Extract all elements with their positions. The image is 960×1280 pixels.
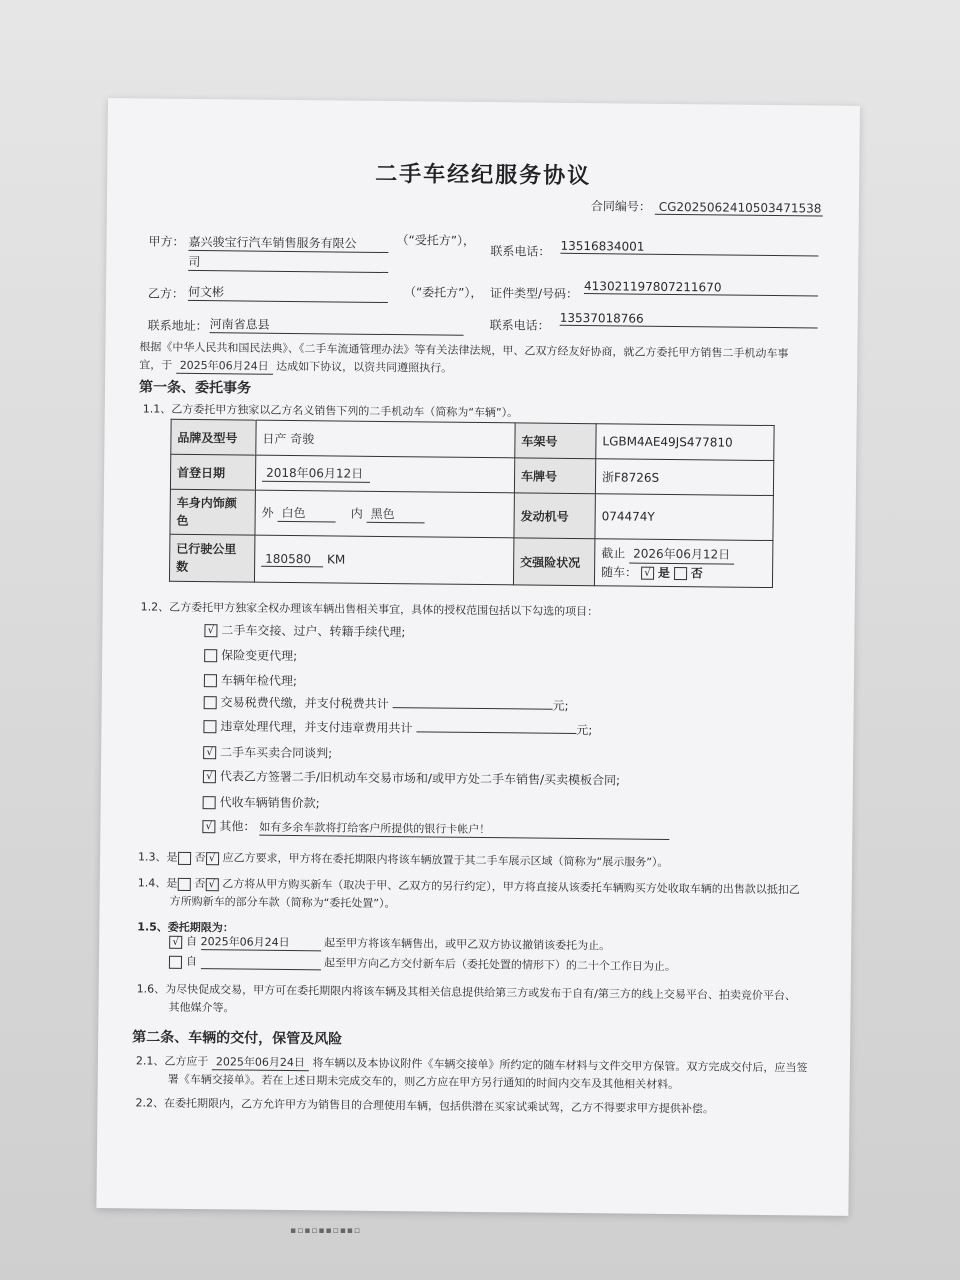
- exterior-color: 白色: [277, 504, 335, 523]
- table-row: [169, 534, 772, 587]
- insurance-yes-checkbox[interactable]: √: [641, 566, 654, 579]
- newcar-no-checkbox[interactable]: √: [205, 878, 218, 891]
- clause-1-4: 1.4、是 否 √ 乙方将从甲方购买新车（取决于甲、乙双方的另行约定），甲方将直接从该委托车辆购买方处收取车辆的出售款以抵扣乙: [137, 876, 800, 897]
- option-checkbox[interactable]: [203, 720, 216, 733]
- display-yes-checkbox[interactable]: [178, 851, 191, 864]
- clause-1-1: 1.1、乙方委托甲方独家以乙方名义销售下列的二手机动车（简称为“车辆”）。: [142, 402, 519, 420]
- option-checkbox[interactable]: √: [203, 746, 216, 759]
- clause-1-5-title: 1.5、委托期限为：: [137, 920, 234, 935]
- term-option-1: √ 自 2025年06月24日 起至甲方将该车辆售出，或甲乙双方协议撤销该委托为止。: [169, 933, 610, 955]
- option-sign-contract: √ 代表乙方签署二手/旧机动车交易市场和/或甲方处二手车销售/买卖模板合同;: [203, 767, 620, 788]
- mileage-label: 已行驶公里 数: [169, 534, 254, 582]
- engine-label: 发动机号: [514, 493, 595, 539]
- party-a-name-line1: 嘉兴骏宝行汽车销售服务有限公: [188, 233, 388, 253]
- contract-number-value: CG2025062410503471538: [655, 200, 823, 217]
- option-checkbox[interactable]: [204, 649, 217, 662]
- option-other: √ 其他： 如有多余车款将打给客户所提供的银行卡帐户！: [202, 817, 669, 840]
- party-b-label: 乙方：: [147, 286, 185, 301]
- address-label: 联系地址：: [147, 318, 208, 334]
- option-collect-payment: 代收车辆销售价款;: [203, 793, 320, 811]
- option-inspection: 车辆年检代理;: [204, 671, 297, 689]
- section-2-title: 第二条、车辆的交付，保管及风险: [132, 1029, 343, 1048]
- color-label: 车身内饰颜 色: [170, 489, 255, 535]
- party-b-phone-label: 联系电话：: [489, 318, 550, 333]
- term-checkbox[interactable]: √: [169, 935, 182, 948]
- option-tax: 交易税费代缴，并支付税费共计 元;: [204, 693, 569, 714]
- party-a-role: （“受托方”），: [396, 233, 476, 248]
- party-b-id-label: 证件类型/号码：: [489, 286, 579, 301]
- plate-value: 浙F8726S: [595, 459, 773, 496]
- option-negotiation: √ 二手车买卖合同谈判;: [203, 743, 332, 761]
- insurance-no-checkbox[interactable]: [674, 567, 687, 580]
- vin-label: 车架号: [515, 423, 596, 459]
- color-cell: 外 白色 内 黑色: [255, 490, 514, 538]
- vehicle-info-table: [169, 419, 775, 588]
- interior-color: 黑色: [367, 505, 425, 524]
- insurance-label: 交强险状况: [513, 538, 594, 586]
- option-checkbox[interactable]: [204, 674, 217, 687]
- reg-date-value: 2018年06月12日: [262, 464, 370, 483]
- plate-label: 车牌号: [514, 458, 595, 494]
- reg-date-cell: [255, 455, 514, 493]
- option-checkbox[interactable]: √: [202, 820, 215, 833]
- contract-number: 合同编号： CG2025062410503471538: [590, 199, 822, 216]
- option-insurance: 保险变更代理;: [204, 646, 297, 664]
- reg-date-label: 首登日期: [170, 454, 255, 490]
- term-checkbox[interactable]: [169, 955, 182, 968]
- option-checkbox[interactable]: √: [204, 624, 217, 637]
- contract-sheet: [96, 98, 860, 1216]
- party-a-label: 甲方：: [148, 234, 185, 249]
- mileage-value: 180580: [261, 551, 323, 567]
- option-checkbox[interactable]: √: [203, 770, 216, 783]
- section-1-title: 第一条、委托事务: [138, 379, 252, 397]
- clause-2-1: 2.1、乙方应于 2025年06月24日 将车辆以及本协议附件《车辆交接单》所约定的随车材料与文件交甲方保管。双方完成交付后，应当签: [135, 1054, 808, 1075]
- clause-1-6-line2: 其他媒介等。: [168, 1000, 235, 1015]
- other-note: 如有多余车款将打给客户所提供的银行卡帐户！: [259, 819, 669, 840]
- party-a-phone-label: 联系电话：: [490, 244, 551, 259]
- vin-value: LGBM4AE49JS477810: [596, 424, 774, 461]
- engine-value: 074474Y: [595, 494, 773, 541]
- newcar-yes-checkbox[interactable]: [177, 877, 190, 890]
- insurance-cell: 截止 2026年06月12日 随车： √ 是 否: [594, 539, 772, 588]
- option-violation: 违章处理代理，并支付违章费用共计 元;: [203, 717, 592, 738]
- mileage-cell: 180580 KM: [254, 535, 513, 585]
- option-checkbox[interactable]: [204, 696, 217, 709]
- intro-date: 2025年06月24日: [176, 357, 273, 375]
- intro-line2: 宜，于 2025年06月24日 达成如下协议，以资共同遵照执行。: [139, 358, 453, 375]
- clause-1-3: 1.3、是 否 √ 应乙方要求，甲方将在委托期限内将该车辆放置于其二手车展示区域（简称为“展示服务”）。: [138, 850, 669, 869]
- document-title: 二手车经纪服务协议: [375, 161, 592, 190]
- address-value: 河南省息县: [210, 315, 464, 336]
- party-a-phone: 13516834001: [560, 239, 818, 257]
- option-checkbox[interactable]: [203, 796, 216, 809]
- term-start-date: 2025年06月24日: [201, 933, 321, 951]
- table-row: [170, 489, 773, 540]
- insurance-until: 2026年06月12日: [629, 544, 734, 564]
- party-b-name: 何文彬: [188, 283, 388, 303]
- clause-2-1-line2: 署《车辆交接单》。若在上述日期未完成交车的，则乙方应在甲方另行通知的时间内交车及其他相关材料。: [167, 1072, 680, 1092]
- tax-amount-field[interactable]: [392, 707, 552, 710]
- term-start-date-2[interactable]: [200, 955, 320, 970]
- delivery-date: 2025年06月24日: [212, 1053, 309, 1071]
- brand-value: 日产 奇骏: [256, 420, 515, 458]
- party-b-role: （“委托方”），: [403, 285, 483, 300]
- party-a-name-line2: 司: [188, 253, 388, 273]
- option-transfer: √ 二手车交接、过户、转籍手续代理;: [204, 621, 405, 640]
- clause-1-2: 1.2、乙方委托甲方独家全权办理该车辆出售相关事宜，具体的授权范围包括以下勾选的项目：: [140, 600, 599, 619]
- clause-2-2: 2.2、在委托期限内，乙方允许甲方为销售目的合理使用车辆，包括供潜在买家试乘试驾，乙方不得要求甲方提供补偿。: [135, 1096, 715, 1116]
- violation-amount-field[interactable]: [416, 731, 576, 734]
- bottom-smudge: ▪▫▪▫▪▪▫▪▪▫: [290, 1226, 361, 1236]
- clause-1-6-line1: 1.6、为尽快促成交易，甲方可在委托期限内将该车辆及其相关信息提供给第三方或发布于自有/第三方的线上交易平台、拍卖竞价平台、: [136, 982, 796, 1003]
- brand-label: 品牌及型号: [171, 419, 256, 455]
- display-no-checkbox[interactable]: √: [205, 852, 218, 865]
- clause-1-4-line2: 方所购新车的部分车款（简称为“委托处置”）。: [169, 894, 396, 911]
- term-option-2: 自 起至甲方向乙方交付新车后（委托处置的情形下）的二十个工作日为止。: [169, 953, 676, 974]
- intro-line1: 根据《中华人民共和国民法典》、《二手车流通管理办法》等有关法律法规，甲、乙双方经友好协商，就乙方委托甲方销售二手机动车事: [139, 340, 789, 361]
- party-b-id: 413021197807211670: [584, 279, 818, 296]
- party-b-phone: 13537018766: [560, 311, 818, 329]
